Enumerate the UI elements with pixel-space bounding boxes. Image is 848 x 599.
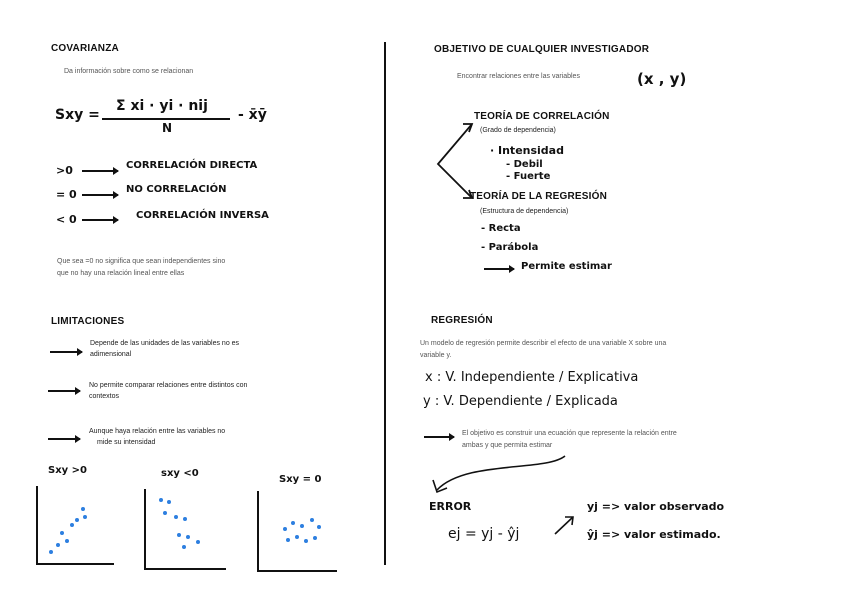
- scatter-point: [304, 539, 308, 543]
- scatter-point: [196, 540, 200, 544]
- limitaciones-title: LIMITACIONES: [51, 316, 125, 327]
- regresion-theory-title: TEORÍA DE LA REGRESIÓN: [470, 191, 608, 202]
- scatter-plot-negative: [144, 489, 226, 571]
- covarianza-title: COVARIANZA: [51, 43, 119, 54]
- scatter-point: [81, 507, 85, 511]
- arrow-icon: [48, 390, 80, 392]
- scatter-point: [56, 543, 60, 547]
- limitacion-2-line1: No permite comparar relaciones entre distintos con: [89, 382, 248, 389]
- arrow-icon: [424, 436, 454, 438]
- covarianza-note-line2: que no hay una relación lineal entre ellas: [57, 270, 185, 277]
- fuerte-label: - Fuerte: [506, 171, 551, 182]
- scatter-point: [291, 521, 295, 525]
- no-correlacion: NO CORRELACIÓN: [126, 184, 227, 195]
- scatter-point: [83, 515, 87, 519]
- plot-label-positive: Sxy >0: [48, 465, 87, 476]
- sign-zero: = 0: [56, 188, 77, 201]
- scatter-point: [174, 515, 178, 519]
- regresion-theory-subtitle: (Estructura de dependencia): [480, 208, 569, 215]
- scatter-point: [163, 511, 167, 515]
- x-definition: x : V. Independiente / Explicativa: [425, 370, 639, 385]
- regresion-objective-line1: El objetivo es construir una ecuación que represente la relación entre: [462, 430, 677, 437]
- limitacion-1-line1: Depende de las unidades de las variables no es: [90, 340, 240, 347]
- scatter-plot-zero: [257, 491, 337, 571]
- limitacion-3-line2: mide su intensidad: [97, 439, 156, 446]
- scatter-point: [186, 535, 190, 539]
- correlacion-title: TEORÍA DE CORRELACIÓN: [474, 111, 610, 122]
- fraction-bar: [102, 118, 230, 120]
- scatter-point: [283, 527, 287, 531]
- scatter-plot-positive: [36, 486, 116, 566]
- covarianza-subtitle: Da información sobre como se relacionan: [64, 68, 194, 75]
- scatter-point: [159, 498, 163, 502]
- arrow-icon: [82, 219, 118, 221]
- scatter-point: [310, 518, 314, 522]
- formula-rhs: - x̄ȳ: [238, 107, 267, 123]
- correlacion-subtitle: (Grado de dependencia): [480, 127, 556, 134]
- scatter-point: [295, 535, 299, 539]
- arrow-icon: [82, 170, 118, 172]
- covarianza-note-line1: Que sea =0 no significa que sean independientes sino: [57, 258, 226, 265]
- scatter-point: [182, 545, 186, 549]
- error-title: ERROR: [429, 500, 472, 513]
- variable-pair: (x , y): [637, 70, 687, 88]
- objetivo-subtitle: Encontrar relaciones entre las variables: [457, 73, 580, 80]
- regresion-objective-line2: ambas y que permita estimar: [462, 442, 553, 449]
- correlacion-directa: CORRELACIÓN DIRECTA: [126, 160, 258, 171]
- regresion-desc-line1: Un modelo de regresión permite describir el efecto de una variable X sobre una: [420, 340, 667, 347]
- y-definition: y : V. Dependiente / Explicada: [423, 394, 618, 409]
- formula-numerator: Σ xi · yi · nij: [116, 98, 208, 114]
- scatter-point: [313, 536, 317, 540]
- error-formula: ej = yj - ŷj: [448, 526, 520, 542]
- diagonal-arrow-icon: [553, 514, 577, 536]
- recta-label: - Recta: [481, 223, 521, 234]
- formula-lhs: Sxy =: [55, 107, 100, 123]
- arrow-icon: [50, 351, 82, 353]
- sign-negative: < 0: [56, 213, 77, 226]
- scatter-point: [49, 550, 53, 554]
- scatter-point: [317, 525, 321, 529]
- correlacion-inversa: CORRELACIÓN INVERSA: [136, 210, 269, 221]
- debil-label: - Debil: [506, 159, 543, 170]
- formula-denominator: N: [162, 121, 173, 135]
- sign-positive: >0: [56, 164, 73, 177]
- scatter-point: [75, 518, 79, 522]
- limitacion-2-line2: contextos: [89, 393, 119, 400]
- scatter-point: [286, 538, 290, 542]
- plot-label-negative: sxy <0: [161, 468, 199, 479]
- plot-label-zero: Sxy = 0: [279, 474, 322, 485]
- curved-arrow-icon: [425, 450, 575, 498]
- scatter-point: [177, 533, 181, 537]
- scatter-point: [183, 517, 187, 521]
- valor-observado: yj => valor observado: [587, 500, 725, 513]
- column-divider: [384, 42, 386, 565]
- arrow-icon: [484, 268, 514, 270]
- scatter-point: [300, 524, 304, 528]
- brace-arrow-icon: [432, 120, 476, 202]
- permite-estimar: Permite estimar: [521, 261, 612, 272]
- scatter-point: [70, 523, 74, 527]
- valor-estimado: ŷj => valor estimado.: [587, 528, 721, 541]
- arrow-icon: [82, 194, 118, 196]
- limitacion-3-line1: Aunque haya relación entre las variables no: [89, 428, 226, 435]
- objetivo-title: OBJETIVO DE CUALQUIER INVESTIGADOR: [434, 44, 650, 55]
- scatter-point: [167, 500, 171, 504]
- regresion-title: REGRESIÓN: [431, 315, 493, 326]
- parabola-label: - Parábola: [481, 242, 539, 253]
- limitacion-1-line2: adimensional: [90, 351, 132, 358]
- arrow-icon: [48, 438, 80, 440]
- intensidad-label: · Intensidad: [490, 144, 564, 157]
- scatter-point: [65, 539, 69, 543]
- regresion-desc-line2: variable y.: [420, 352, 452, 359]
- scatter-point: [60, 531, 64, 535]
